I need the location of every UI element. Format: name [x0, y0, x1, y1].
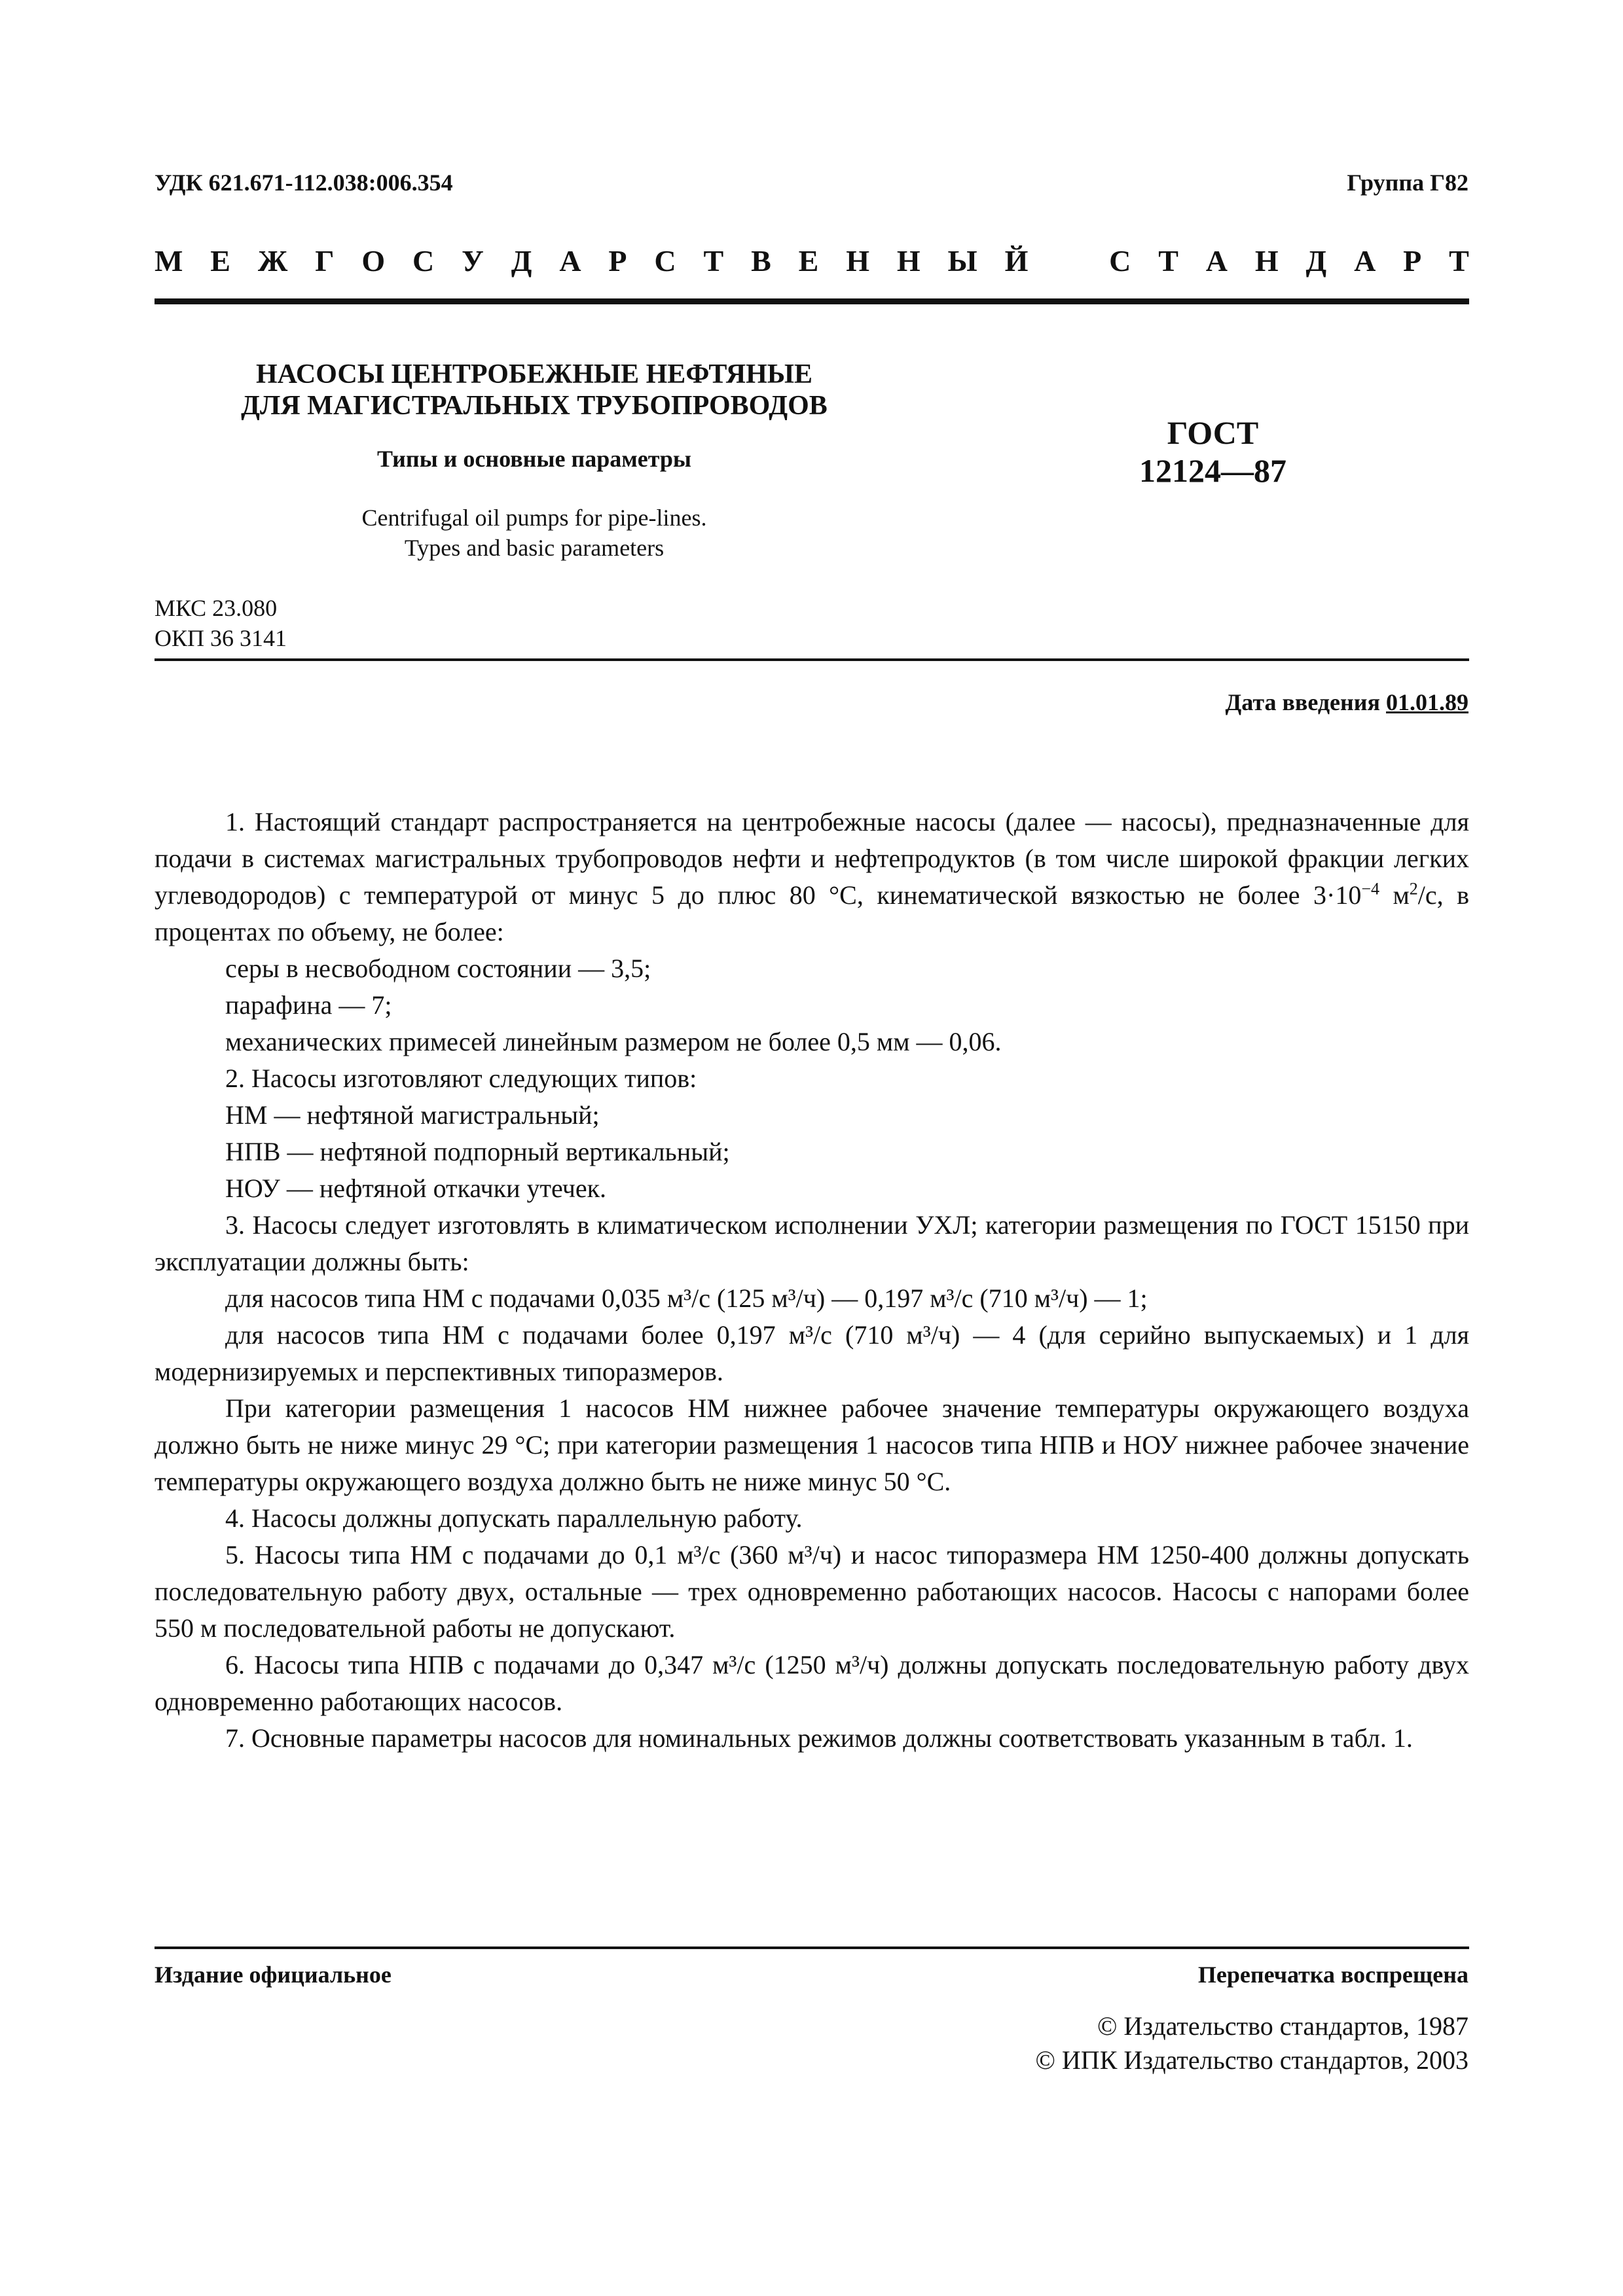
introduction-date: [1226, 689, 1469, 716]
banner-letter: А: [1205, 244, 1228, 278]
subtitle: Типы и основные параметры: [376, 446, 692, 472]
banner-letter: Е: [210, 244, 230, 278]
list-item: серы в несвободном состоянии — 3,5;: [225, 954, 651, 983]
interstate-standard-banner: [155, 243, 1469, 278]
official-edition-label: Издание официальное: [155, 1962, 392, 1988]
mks-code: МКС 23.080: [155, 595, 278, 621]
paragraph-3b: для насосов типа НМ с подачами более 0,197 м³/с (710 м³/ч) — 4 (для серийно выпускаемых) и 1 для модернизируемых и перспективных типоразмеров.: [155, 1320, 1469, 1386]
english-title-line-1: Centrifugal oil pumps for pipe-lines.: [361, 505, 707, 531]
banner-letter: Ы: [947, 244, 977, 278]
banner-letter: А: [559, 244, 581, 278]
footer-divider: [155, 1946, 1469, 1949]
reprint-prohibited-label: Перепечатка воспрещена: [1197, 1962, 1468, 1988]
standard-body: [155, 804, 1469, 1757]
banner-letter: Т: [1449, 244, 1469, 278]
banner-letter: Н: [846, 244, 869, 278]
title-line-2: ДЛЯ МАГИСТРАЛЬНЫХ ТРУБОПРОВОДОВ: [241, 391, 828, 421]
banner-letter: У: [462, 244, 484, 278]
copyright-line-2: © ИПК Издательство стандартов, 2003: [1035, 2045, 1468, 2075]
banner-letter: Т: [1158, 244, 1178, 278]
banner-letter: Т: [703, 244, 724, 278]
paragraph-1: [155, 804, 1469, 950]
paragraph-1-unit-exponent: 2: [1409, 879, 1418, 899]
banner-letter: Д: [511, 244, 532, 278]
banner-letter: Е: [798, 244, 819, 278]
banner-letter: Р: [608, 244, 627, 278]
group-code: Группа Г82: [1347, 170, 1468, 196]
gost-number: 12124—87: [1139, 452, 1286, 489]
paragraph-6: 6. Насосы типа НПВ с подачами до 0,347 м³/с (1250 м³/ч) должны допускать последовательную работу двух одновременно работающих насосов.: [155, 1650, 1469, 1716]
paragraph-1-text: 1. Настоящий стандарт распространяется на центробежные насосы (далее — насосы), предназначенные для подачи в системах магистральных трубопроводов нефти и нефтепродуктов (в том числе широкой фракции легких углеводородов) с температурой от минус 5 до плюс 80 °С, кинематической вязкостью не более 3·10: [155, 807, 1469, 910]
introduction-date-value: 01.01.89: [1386, 689, 1468, 715]
copyright-block: [1036, 2009, 1468, 2077]
list-item: механических примесей линейным размером не более 0,5 мм — 0,06.: [225, 1027, 1002, 1056]
gost-number-block: [1139, 414, 1286, 490]
banner-letter: В: [751, 244, 771, 278]
codes-divider: [155, 658, 1469, 661]
banner-word-gap: [1055, 243, 1082, 278]
copyright-line-1: © Издательство стандартов, 1987: [1097, 2011, 1468, 2041]
paragraph-2: 2. Насосы изготовляют следующих типов:: [225, 1064, 697, 1093]
paragraph-3a: для насосов типа НМ с подачами 0,035 м³/с (125 м³/ч) — 0,197 м³/с (710 м³/ч) — 1;: [225, 1283, 1148, 1313]
banner-letter: С: [654, 244, 676, 278]
banner-letter: Н: [1254, 244, 1279, 278]
paragraph-7: 7. Основные параметры насосов для номинальных режимов должны соответствовать указанным в табл. 1.: [225, 1723, 1413, 1753]
title-block: [155, 359, 914, 563]
pump-type-item: НПВ — нефтяной подпорный вертикальный;: [225, 1137, 730, 1166]
paragraph-5: 5. Насосы типа НМ с подачами до 0,1 м³/с (360 м³/ч) и насос типоразмера НМ 1250-400 должны допускать последовательную работу двух, остальные — трех одновременно работающих насосов. Насосы с напорами более 550 м последовательной работы не допускают.: [155, 1540, 1469, 1643]
paragraph-1-unit: м: [1379, 880, 1410, 910]
banner-letter: Н: [896, 244, 921, 278]
list-item: парафина — 7;: [225, 990, 392, 1020]
paragraph-4: 4. Насосы должны допускать параллельную работу.: [225, 1503, 803, 1533]
title-line-1: НАСОСЫ ЦЕНТРОБЕЖНЫЕ НЕФТЯНЫЕ: [255, 359, 813, 389]
paragraph-3: 3. Насосы следует изготовлять в климатическом исполнении УХЛ; категории размещения по ГОСТ 15150 при эксплуатации должны быть:: [155, 1210, 1469, 1276]
okp-code: ОКП 36 3141: [155, 625, 287, 651]
banner-letter: С: [1109, 244, 1131, 278]
pump-type-item: НМ — нефтяной магистральный;: [225, 1100, 600, 1130]
english-title-line-2: Types and basic parameters: [404, 535, 665, 561]
banner-letter: Д: [1305, 244, 1327, 278]
banner-letter: О: [361, 244, 386, 278]
banner-letter: Ж: [257, 244, 288, 278]
paragraph-3c: При категории размещения 1 насосов НМ нижнее рабочее значение температуры окружающего воздуха должно быть не ниже минус 29 °С; при категории размещения 1 насосов типа НПВ и НОУ нижнее рабочее значение температуры окружающего воздуха должно быть не ниже минус 50 °С.: [155, 1393, 1469, 1496]
banner-letter: А: [1354, 244, 1376, 278]
banner-letter: М: [155, 244, 183, 278]
paragraph-1-tail: /с, в процентах по объему, не более:: [155, 880, 1469, 946]
banner-letter: Г: [315, 244, 335, 278]
classification-codes: [155, 593, 287, 653]
gost-label: ГОСТ: [1167, 414, 1259, 451]
pump-type-item: НОУ — нефтяной откачки утечек.: [225, 1174, 607, 1203]
banner-letter: С: [412, 244, 435, 278]
introduction-date-label: Дата введения: [1225, 689, 1380, 715]
udk-code: УДК 621.671-112.038:006.354: [155, 170, 453, 196]
banner-letter: Р: [1403, 244, 1422, 278]
banner-letter: Й: [1004, 244, 1029, 278]
header-divider: [155, 298, 1469, 304]
paragraph-1-exponent: −4: [1361, 879, 1379, 899]
